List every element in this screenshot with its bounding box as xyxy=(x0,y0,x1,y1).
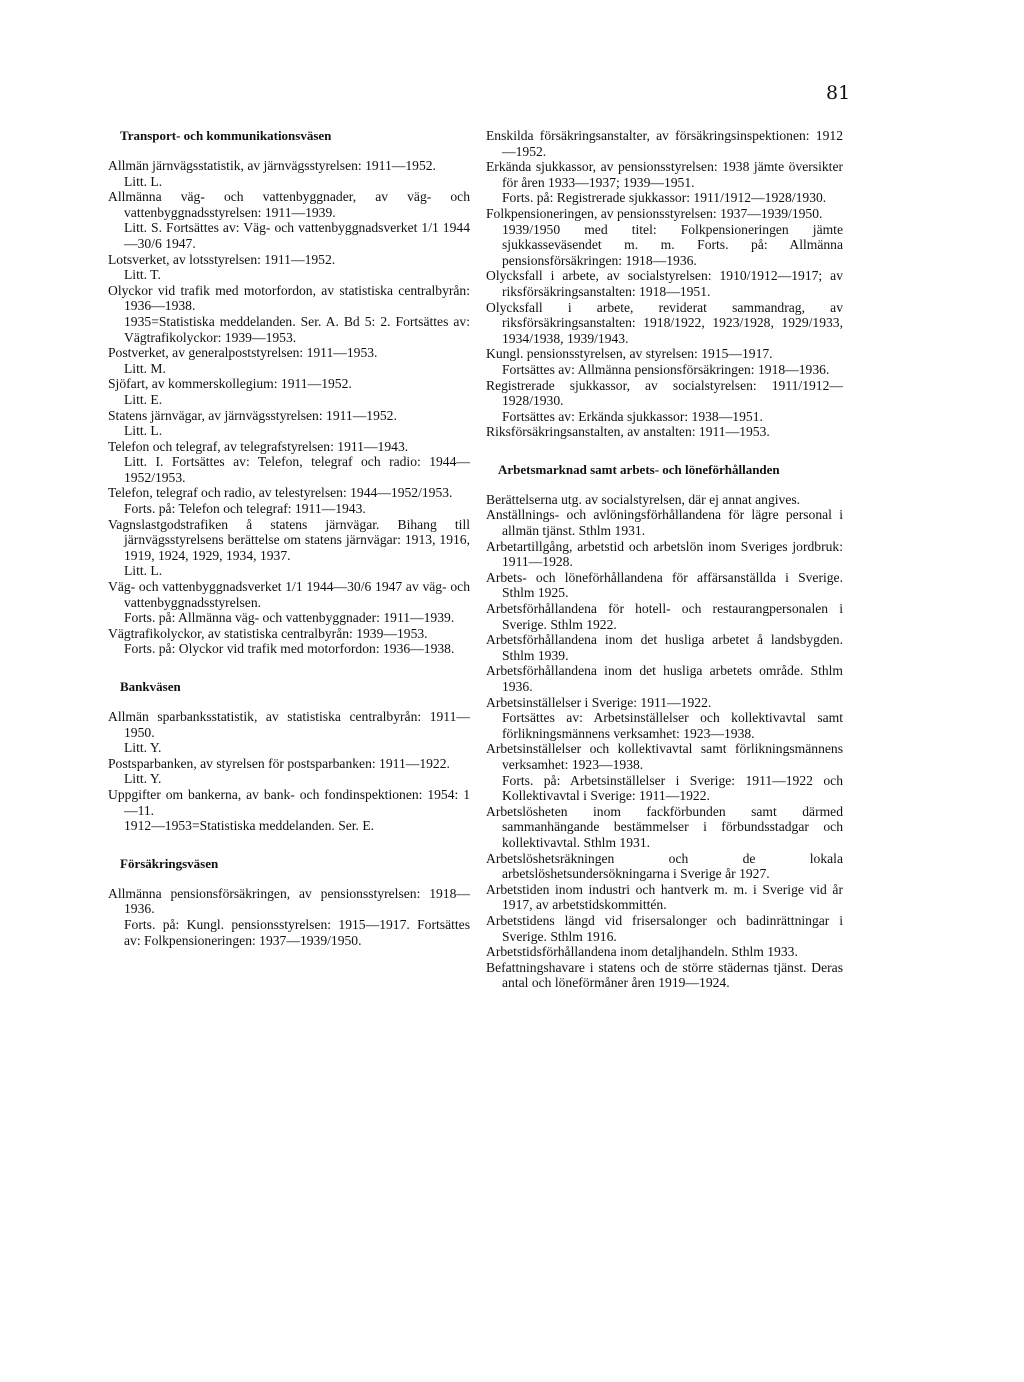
entry-subtext: Litt. I. Fortsättes av: Telefon, telegraf och radio: 1944—1952/1953. xyxy=(124,454,470,485)
entry-text: Allmän järnvägsstatistik, av järnvägsstyrelsen: 1911—1952. xyxy=(108,158,436,173)
entry-text: Allmänna väg- och vattenbyggnader, av väg- och vattenbyggnadsstyrelsen: 1911—1939. xyxy=(108,189,470,220)
entry-subtext: Forts. på: Allmänna väg- och vattenbyggnader: 1911—1939. xyxy=(124,610,455,626)
entry-subtext: 1939/1950 med titel: Folkpensioneringen jämte sjukkasseväsendet m. m. Forts. på: Allmänna pensionsförsäkringen: 1918—1936. xyxy=(502,221,843,268)
entry-text: Uppgifter om bankerna, av bank- och fondinspektionen: 1954: 1—11. xyxy=(108,786,470,818)
entry-subtext: Fortsättes av: Arbetsinställelser och kollektivavtal samt förlikningsmännens verksamhet: 1923—1938. xyxy=(502,710,843,741)
entry-text: Anställnings- och avlöningsförhållandena för lägre personal i allmän tjänst. Sthlm 1931. xyxy=(486,507,843,539)
entry-text: Allmänna pensionsförsäkringen, av pensionsstyrelsen: 1918—1936. xyxy=(108,885,470,917)
entry-text: Lotsverket, av lotsstyrelsen: 1911—1952. xyxy=(108,251,336,267)
right-column xyxy=(486,128,843,991)
entry-text: Arbetstidens längd vid frisersalonger och badinrättningar i Sverige. Sthlm 1916. xyxy=(486,912,843,944)
entry-text: Enskilda försäkringsanstalter, av försäkringsinspektionen: 1912—1952. xyxy=(486,128,843,159)
entry-text: Olycksfall i arbete, reviderat sammandrag, av riksförsäkringsanstalten: 1918/1922, 1923/1928, 1929/1933, 1934/1938, 1939/1943. xyxy=(486,299,843,346)
entry-subtext: Forts. på: Kungl. pensionsstyrelsen: 1915—1917. Fortsättes av: Folkpensioneringen: 1937—1939/1950. xyxy=(124,916,470,948)
entry-subtext: Forts. på: Arbetsinställelser i Sverige: 1911—1922 och Kollektivavtal i Sverige: 1911—1922. xyxy=(502,772,843,804)
entry-text: Telefon, telegraf och radio, av telestyrelsen: 1944—1952/1953. xyxy=(108,485,453,501)
section-heading: Försäkringsväsen xyxy=(120,855,219,871)
entry-text: Olyckor vid trafik med motorfordon, av statistiska centralbyrån: 1936—1938. xyxy=(108,282,470,314)
section-heading: Transport- och kommunikationsväsen xyxy=(120,128,332,143)
section-heading: Bankväsen xyxy=(120,679,181,694)
entry-text: Arbetstidsförhållandena inom detaljhandeln. Sthlm 1933. xyxy=(486,944,798,960)
entry-text: Statens järnvägar, av järnvägsstyrelsen: 1911—1952. xyxy=(108,407,397,423)
entry-text: Arbetsförhållandena inom det husliga arbetets område. Sthlm 1936. xyxy=(486,663,843,694)
entry-text: Väg- och vattenbyggnadsverket 1/1 1944—30/6 1947 av väg- och vattenbyggnadsstyrelsen. xyxy=(108,579,470,610)
entry-text: Arbetsförhållandena för hotell- och restaurangpersonalen i Sverige. Sthlm 1922. xyxy=(486,601,843,632)
entry-text: Kungl. pensionsstyrelsen, av styrelsen: 1915—1917. xyxy=(486,346,773,362)
entry-text: Riksförsäkringsanstalten, av anstalten: 1911—1953. xyxy=(486,424,770,440)
entry-text: Arbetsinställelser i Sverige: 1911—1922. xyxy=(486,694,712,710)
entry-subtext: Litt. L. xyxy=(124,423,163,439)
entry-text: Arbets- och löneförhållandena för affärsanställda i Sverige. Sthlm 1925. xyxy=(486,569,843,601)
entry-subtext: Fortsättes av: Erkända sjukkassor: 1938—1951. xyxy=(502,408,763,424)
entry-text: Arbetartillgång, arbetstid och arbetslön inom Sveriges jordbruk: 1911—1928. xyxy=(486,538,843,570)
entry-text: Sjöfart, av kommerskollegium: 1911—1952. xyxy=(108,376,352,392)
entry-text: Arbetsinställelser och kollektivavtal samt förlikningsmännens verksamhet: 1923—1938. xyxy=(486,741,843,772)
entry-subtext: 1935=Statistiska meddelanden. Ser. A. Bd 5: 2. Fortsättes av: Vägtrafikolyckor: 1939—1953. xyxy=(124,313,470,345)
entry-subtext: Forts. på: Telefon och telegraf: 1911—1943. xyxy=(124,501,366,517)
entry-subtext: Litt. T. xyxy=(124,267,161,283)
entry-text: Postverket, av generalpoststyrelsen: 1911—1953. xyxy=(108,345,378,361)
entry-subtext: Forts. på: Olyckor vid trafik med motorfordon: 1936—1938. xyxy=(124,641,455,657)
entry-subtext: Litt. E. xyxy=(124,391,163,407)
entry-text: Vägtrafikolyckor, av statistiska centralbyrån: 1939—1953. xyxy=(108,625,428,641)
entry-text: Postsparbanken, av styrelsen för postsparbanken: 1911—1922. xyxy=(108,755,450,771)
entry-text: Arbetslöshetsräkningen och de lokala arbetslöshetsundersökningarna i Sverige år 1927. xyxy=(486,850,843,882)
entry-text: Berättelserna utg. av socialstyrelsen, där ej annat angives. xyxy=(486,491,801,507)
entry-text: Folkpensioneringen, av pensionsstyrelsen: 1937—1939/1950. xyxy=(486,205,823,221)
entry-text: Telefon och telegraf, av telegrafstyrelsen: 1911—1943. xyxy=(108,438,409,454)
entry-subtext: Litt. M. xyxy=(124,360,166,376)
entry-text: Olycksfall i arbete, av socialstyrelsen: 1910/1912—1917; av riksförsäkringsanstalten: 1918—1951. xyxy=(486,268,843,299)
entry-subtext: Litt. L. xyxy=(124,563,163,579)
entry-text: Arbetslösheten inom fackförbunden samt därmed sammanhängande bestämmelser i förbundsstadgar och kollektivavtal. Sthlm 1931. xyxy=(486,803,843,850)
section-heading: Arbetsmarknad samt arbets- och löneförhållanden xyxy=(498,461,780,477)
entry-subtext: 1912—1953=Statistiska meddelanden. Ser. E. xyxy=(124,818,375,834)
entry-subtext: Litt. Y. xyxy=(124,771,162,787)
entry-subtext: Fortsättes av: Allmänna pensionsförsäkringen: 1918—1936. xyxy=(502,361,830,377)
entry-subtext: Litt. L. xyxy=(124,173,163,189)
entry-text: Vagnslastgodstrafiken å statens järnvägar. Bihang till järnvägsstyrelsens berättelse om statens järnvägar: 1913, 1916, 1919, 1924, 1929, 1934, 1937. xyxy=(108,516,470,563)
entry-text: Arbetsförhållandena inom det husliga arbetet å landsbygden. Sthlm 1939. xyxy=(486,632,843,663)
left-column xyxy=(108,128,470,948)
entry-text: Erkända sjukkassor, av pensionsstyrelsen: 1938 jämte översikter för åren 1933—1937; 1939—1951. xyxy=(486,159,843,190)
entry-text: Registrerade sjukkassor, av socialstyrelsen: 1911/1912—1928/1930. xyxy=(486,377,843,409)
entry-subtext: Litt. S. Fortsättes av: Väg- och vattenbyggnadsverket 1/1 1944—30/6 1947. xyxy=(124,220,470,251)
entry-text: Arbetstiden inom industri och hantverk m. m. i Sverige vid år 1917, av arbetstidskommittén. xyxy=(486,881,843,913)
entry-text: Befattningshavare i statens och de större städernas tjänst. Deras antal och löneförmåner åren 1919—1924. xyxy=(486,959,843,991)
entry-subtext: Litt. Y. xyxy=(124,740,162,756)
entry-subtext: Forts. på: Registrerade sjukkassor: 1911/1912—1928/1930. xyxy=(502,190,827,206)
entry-text: Allmän sparbanksstatistik, av statistiska centralbyrån: 1911—1950. xyxy=(108,709,470,740)
page-number: 81 xyxy=(826,82,851,104)
